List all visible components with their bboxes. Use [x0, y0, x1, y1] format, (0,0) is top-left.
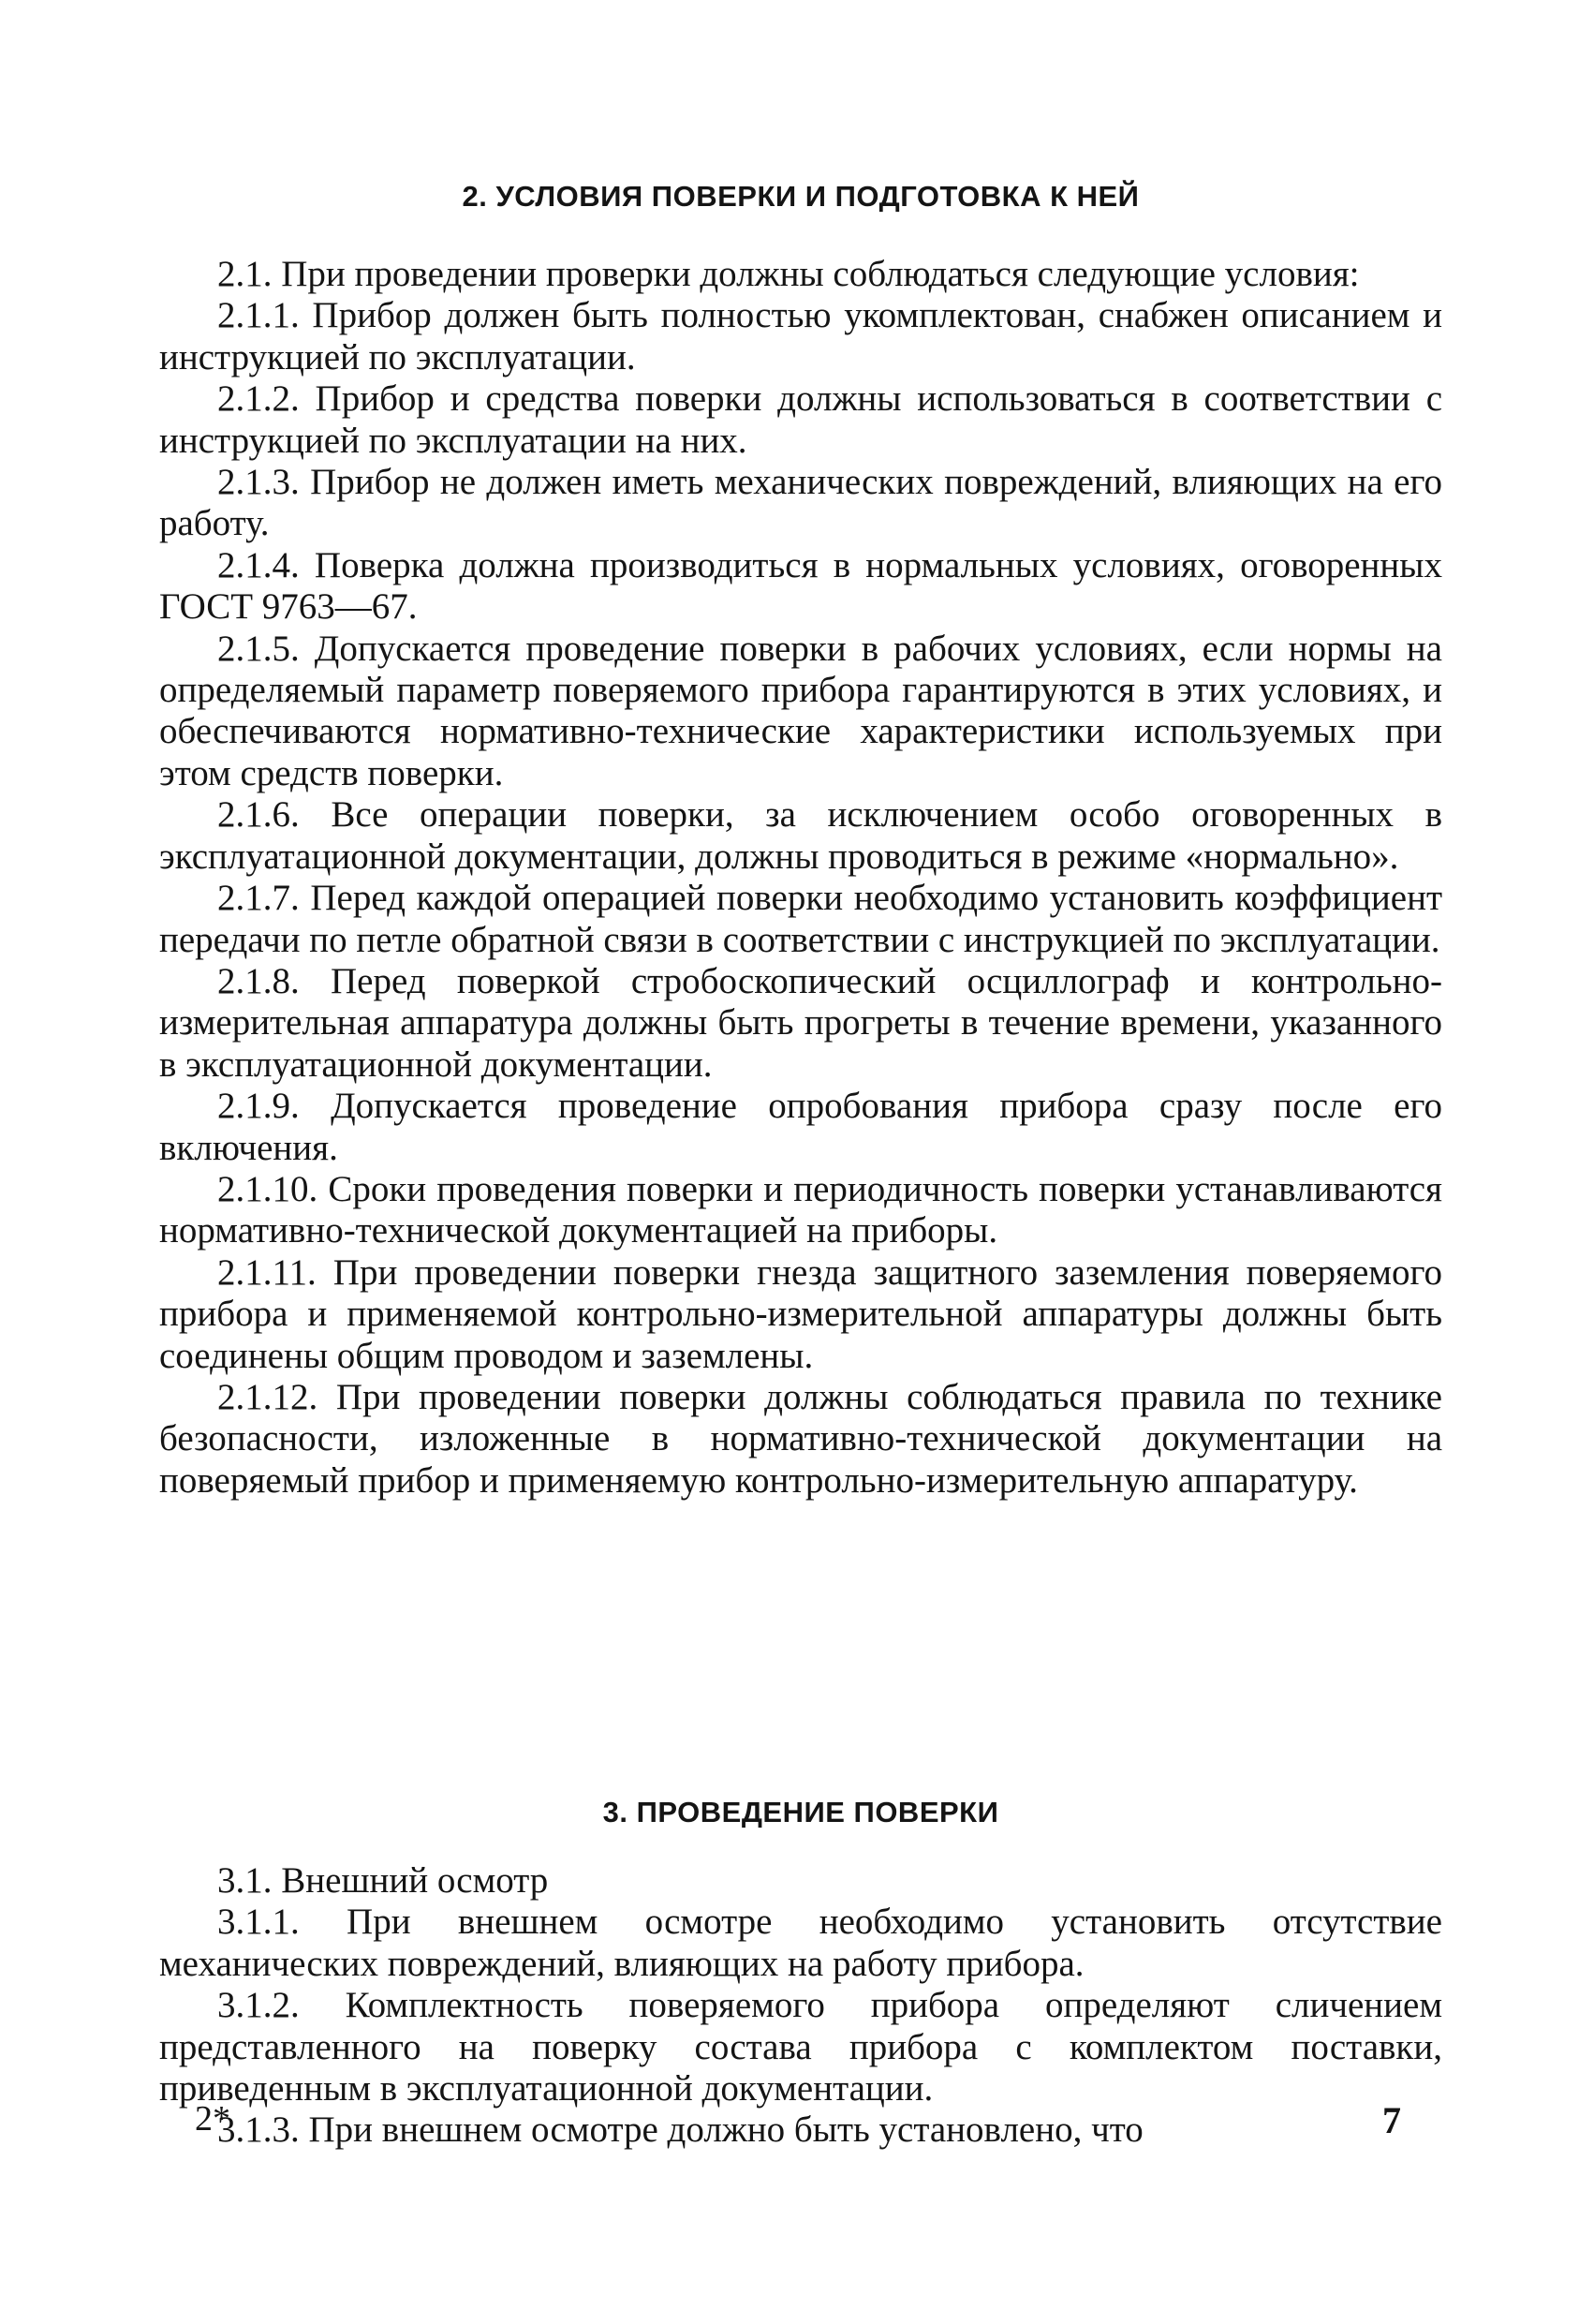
paragraph-3-1-3: 3.1.3. При внешнем осмотре должно быть установлено, что: [217, 2109, 1144, 2151]
section-2-heading: 2. УСЛОВИЯ ПОВЕРКИ И ПОДГОТОВКА К НЕЙ: [462, 180, 1140, 213]
paragraph-2-1-3: 2.1.3. Прибор не должен иметь механических повреждений, влияющих на его работу.: [159, 462, 1442, 544]
paragraph-2-1-9: 2.1.9. Допускается проведение опробования прибора сразу после его включения.: [159, 1086, 1442, 1168]
paragraph-2-1-11: 2.1.11. При проведении поверки гнезда защитного заземления поверяемого прибора и применяемой контрольно-измерительной аппаратуры должны быть соединены общим проводом и заземлены.: [159, 1251, 1442, 1376]
paragraph-3-1-2: 3.1.2. Комплектность поверяемого прибора определяют сличением представленного на поверку состава прибора с комплектом поставки, приведенным в эксплуатационной документации.: [159, 1985, 1442, 2109]
paragraph-2-1-10: 2.1.10. Сроки проведения поверки и периодичность поверки устанавливаются нормативно-технической документацией на приборы.: [159, 1168, 1442, 1251]
page-number: 7: [1382, 2099, 1401, 2141]
signature-mark: 2*: [195, 2099, 230, 2139]
paragraph-2-1-8: 2.1.8. Перед поверкой стробоскопический осциллограф и контрольно-измерительная аппаратура должны быть прогреты в течение времени, указанного в эксплуатационной документации.: [159, 960, 1442, 1085]
paragraph-2-1-6: 2.1.6. Все операции поверки, за исключением особо оговоренных в эксплуатационной документации, должны проводиться в режиме «нормально».: [159, 794, 1442, 877]
section-3-heading: 3. ПРОВЕДЕНИЕ ПОВЕРКИ: [602, 1796, 999, 1828]
paragraph-2-1-5: 2.1.5. Допускается проведение поверки в рабочих условиях, если нормы на определяемый параметр поверяемого прибора гарантируются в этих условиях, и обеспечиваются нормативно-технические характеристики используемых при этом средств поверки.: [159, 628, 1442, 793]
paragraph-2-1-4: 2.1.4. Поверка должна производиться в нормальных условиях, оговоренных ГОСТ 9763—67.: [159, 544, 1442, 628]
section-2-body: [159, 254, 1442, 1502]
section-3-body: [159, 1860, 1442, 2152]
paragraph-2-1-12: 2.1.12. При проведении поверки должны соблюдаться правила по технике безопасности, изложенные в нормативно-технической документации на поверяемый прибор и применяемую контрольно-измерительную аппаратуру.: [159, 1376, 1442, 1501]
paragraph-2-1-1: 2.1.1. Прибор должен быть полностью укомплектован, снабжен описанием и инструкцией по эксплуатации.: [159, 295, 1442, 377]
paragraph-3-1-1: 3.1.1. При внешнем осмотре необходимо установить отсутствие механических повреждений, влияющих на работу прибора.: [159, 1902, 1442, 1984]
paragraph-2-1: 2.1. При проведении проверки должны соблюдаться следующие условия:: [217, 254, 1360, 294]
paragraph-2-1-7: 2.1.7. Перед каждой операцией поверки необходимо установить коэффициент передачи по петле обратной связи в соответствии с инструкцией по эксплуатации.: [159, 878, 1442, 960]
paragraph-3-1: 3.1. Внешний осмотр: [217, 1860, 549, 1901]
paragraph-2-1-2: 2.1.2. Прибор и средства поверки должны использоваться в соответствии с инструкцией по эксплуатации на них.: [159, 378, 1442, 461]
